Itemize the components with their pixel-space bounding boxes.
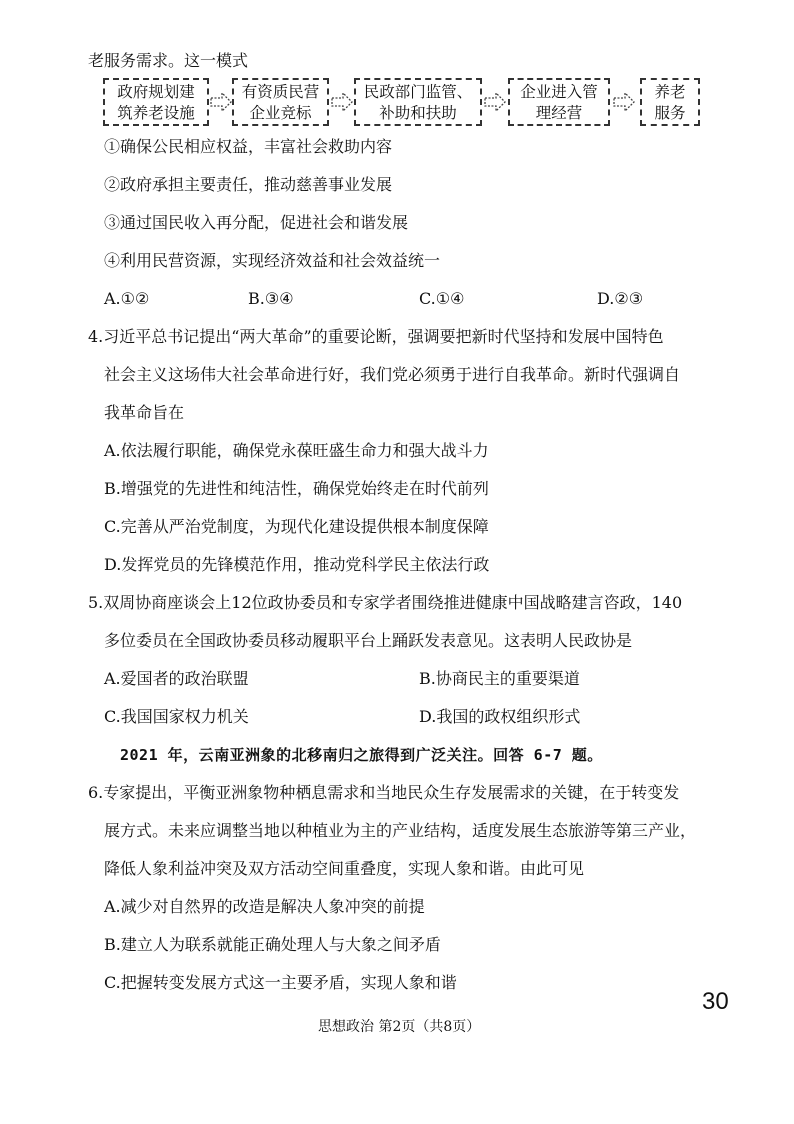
q3-option-b: B.③④ (248, 289, 294, 308)
flow-box-3-line2: 补助和扶助 (379, 104, 457, 122)
flow-box-2-line2: 企业竞标 (249, 104, 312, 122)
q6-stem-line1: 6.专家提出，平衡亚洲象物种栖息需求和当地民众生存发展需求的关键，在于转变发 (88, 783, 680, 802)
q6-option-b: B.建立人为联系就能正确处理人与大象之间矛盾 (104, 935, 441, 954)
q3-statement-4: ④利用民营资源，实现经济效益和社会效益统一 (104, 251, 441, 270)
flow-box-4 (508, 78, 610, 126)
page-footer: 思想政治 第2页（共8页） (318, 1019, 481, 1035)
q5-option-d: D.我国的政权组织形式 (419, 707, 581, 726)
q3-option-d: D.②③ (597, 289, 644, 308)
q4-stem-line3: 我革命旨在 (104, 403, 185, 422)
q3-statement-2: ②政府承担主要责任，推动慈善事业发展 (104, 175, 393, 194)
intro-line: 老服务需求。这一模式 (88, 51, 249, 70)
arrow-icon (210, 92, 232, 112)
q6-option-a: A.减少对自然界的改造是解决人象冲突的前提 (104, 897, 425, 916)
q4-stem-line2: 社会主义这场伟大社会革命进行好，我们党必须勇于进行自我革命。新时代强调自 (104, 365, 681, 384)
flow-box-3 (354, 78, 482, 126)
flow-box-2 (232, 78, 329, 126)
q3-statement-3: ③通过国民收入再分配，促进社会和谐发展 (104, 213, 409, 232)
q4-option-c: C.完善从严治党制度，为现代化建设提供根本制度保障 (104, 517, 489, 536)
q6-stem-line2: 展方式。未来应调整当地以种植业为主的产业结构，适度发展生态旅游等第三产业， (104, 821, 697, 840)
arrow-icon (484, 92, 506, 112)
page-number: 30 (702, 988, 729, 1015)
q4-option-a: A.依法履行职能，确保党永葆旺盛生命力和强大战斗力 (104, 441, 489, 460)
q5-option-b: B.协商民主的重要渠道 (419, 669, 580, 688)
q5-stem-line1: 5.双周协商座谈会上12位政协委员和专家学者围绕推进健康中国战略建言咨政，140 (88, 593, 683, 612)
q6-stem-line3: 降低人象利益冲突及双方活动空间重叠度，实现人象和谐。由此可见 (104, 859, 585, 878)
arrow-icon (613, 92, 635, 112)
q4-stem-line1: 4.习近平总书记提出“两大革命”的重要论断，强调要把新时代坚持和发展中国特色 (88, 327, 664, 346)
flow-box-4-line1: 企业进入管 (520, 83, 598, 101)
flow-box-4-line2: 理经营 (535, 104, 583, 122)
flow-box-1 (103, 78, 209, 126)
q5-option-a: A.爱国者的政治联盟 (104, 669, 249, 688)
q6-option-c: C.把握转变发展方式这一主要矛盾，实现人象和谐 (104, 973, 457, 992)
q3-option-c: C.①④ (419, 289, 465, 308)
flow-box-1-line2: 筑养老设施 (117, 104, 195, 122)
flow-box-3-line1: 民政部门监管、 (363, 83, 473, 101)
q3-statement-1: ①确保公民相应权益，丰富社会救助内容 (104, 137, 393, 156)
flow-box-1-line1: 政府规划建 (117, 83, 195, 101)
q5-option-c: C.我国国家权力机关 (104, 707, 249, 726)
arrow-icon (331, 92, 353, 112)
q4-option-d: D.发挥党员的先锋模范作用，推动党科学民主依法行政 (104, 555, 490, 574)
material-intro: 2021 年，云南亚洲象的北移南归之旅得到广泛关注。回答 6-7 题。 (120, 746, 603, 764)
q3-option-a: A.①② (104, 289, 150, 308)
q5-stem-line2: 多位委员在全国政协委员移动履职平台上踊跃发表意见。这表明人民政协是 (104, 631, 633, 650)
flow-box-5 (640, 78, 700, 126)
flow-box-5-line2: 服务 (654, 104, 686, 122)
flow-box-5-line1: 养老 (654, 83, 686, 101)
flow-box-2-line1: 有资质民营 (241, 83, 320, 101)
q4-option-b: B.增强党的先进性和纯洁性，确保党始终走在时代前列 (104, 479, 489, 498)
